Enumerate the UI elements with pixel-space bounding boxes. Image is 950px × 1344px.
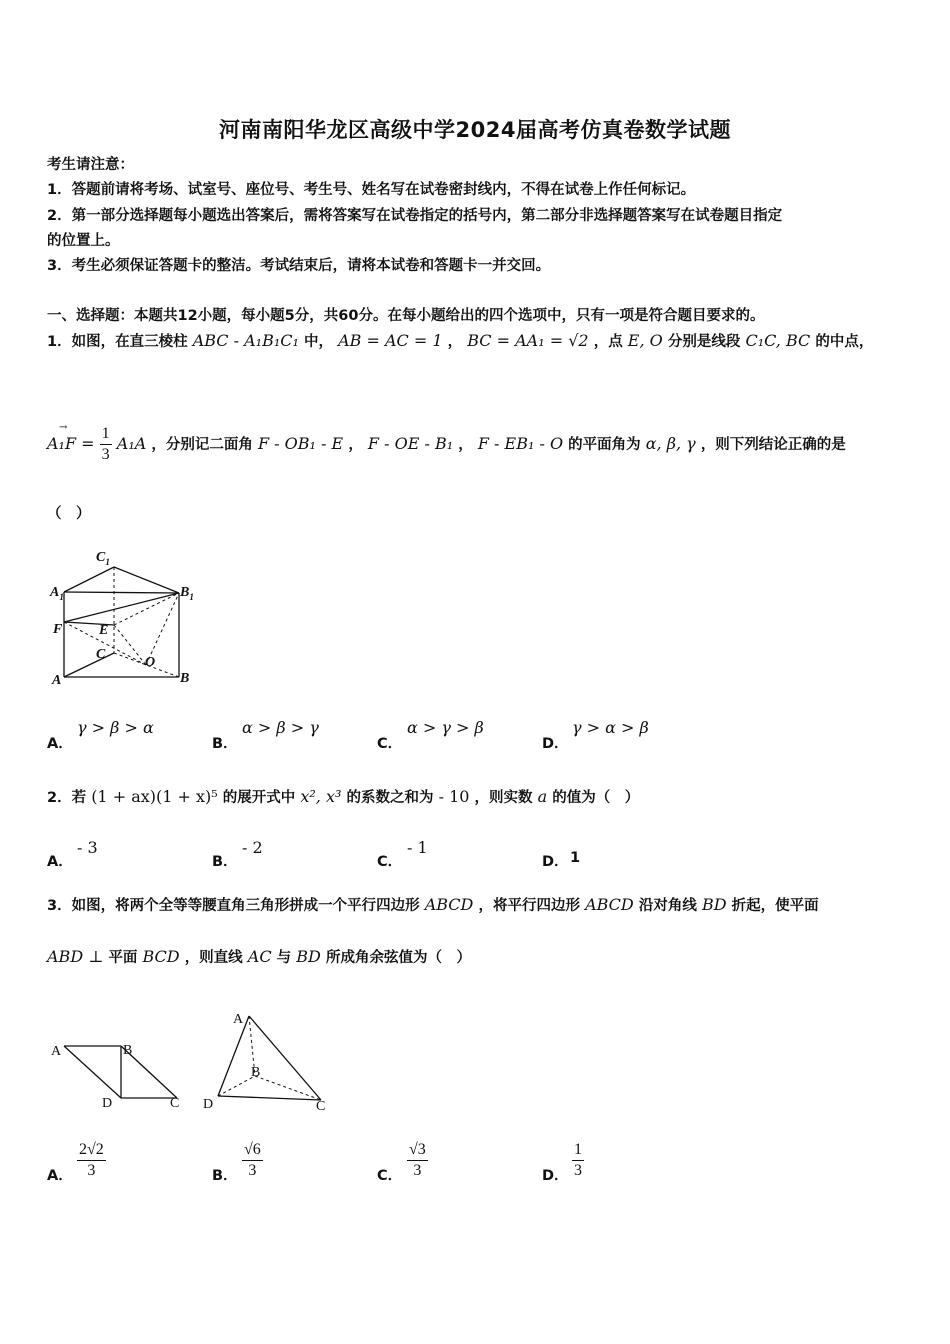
fraction-denominator: 3 xyxy=(574,1162,582,1179)
option-value: - 3 xyxy=(77,838,98,857)
option-value: α > β > γ xyxy=(242,718,319,737)
option-value: 1 xyxy=(570,850,581,866)
option-fraction xyxy=(77,1140,106,1181)
q2-option-b[interactable] xyxy=(212,838,372,868)
q1-vector-rhs: A₁A xyxy=(116,434,147,453)
q1-prism: ABC - A₁B₁C₁ xyxy=(192,331,299,350)
option-value: - 2 xyxy=(242,838,263,857)
q1-dihedral-3: F - EB₁ - O xyxy=(477,434,564,453)
q2-text: 的系数之和为 xyxy=(346,790,434,806)
notice-item: 2．第一部分选择题每小题选出答案后，需将答案写在试卷指定的括号内，第二部分非选择题答案写在试卷题目指定 xyxy=(47,208,783,224)
label-c1: $C_1$ xyxy=(96,550,110,567)
option-label: B． xyxy=(212,1168,238,1184)
segment-fb1 xyxy=(64,593,179,622)
fraction-numerator: √3 xyxy=(407,1140,428,1161)
q3-parallelogram: ABCD xyxy=(424,895,474,914)
q1-text: ， xyxy=(348,437,363,453)
q1-bc-aa1: BC = AA₁ = √2 xyxy=(467,331,589,350)
label-a: A xyxy=(233,1012,244,1027)
label-d: D xyxy=(203,1097,214,1112)
q1-option-d[interactable] xyxy=(542,718,702,750)
tetrahedron-figure xyxy=(198,1008,338,1118)
label-c: C xyxy=(170,1096,180,1111)
answer-paren: （ ） xyxy=(47,506,91,522)
q3-text: 与 xyxy=(276,950,292,966)
option-label: B． xyxy=(212,736,238,752)
q1-points: E, O xyxy=(627,331,663,350)
q2-text: 的展开式中 xyxy=(222,790,296,806)
q1-option-c[interactable] xyxy=(377,718,537,750)
q1-fraction xyxy=(100,424,112,465)
q1-option-a[interactable] xyxy=(47,718,207,750)
notice-item: 3．考生必须保证答题卡的整洁。考试结束后，请将本试卷和答题卡一并交回。 xyxy=(47,258,551,274)
option-label: D． xyxy=(542,854,569,870)
q3-text: ，则直线 xyxy=(184,950,243,966)
q2-text: 的值为（ ） xyxy=(552,790,640,806)
option-value: γ > β > α xyxy=(77,718,154,737)
notice-heading: 考生请注意： xyxy=(47,157,134,173)
q3-text: 平面 xyxy=(108,950,138,966)
q2-text: ，则实数 xyxy=(474,790,533,806)
q3-option-b[interactable] xyxy=(212,1140,372,1190)
q3-text: 沿对角线 xyxy=(638,898,697,914)
q3-text: 3．如图，将两个全等等腰直角三角形拼成一个平行四边形 xyxy=(47,898,420,914)
label-b: B xyxy=(251,1065,261,1080)
q2-option-a[interactable] xyxy=(47,838,207,868)
option-fraction xyxy=(407,1140,428,1181)
label-o: O xyxy=(145,655,156,670)
label-c: C xyxy=(96,647,106,662)
section-heading: 一、选择题：本题共12小题，每小题5分，共60分。在每小题给出的四个选项中，只有一项是符合题目要求的。 xyxy=(47,308,765,324)
label-a: A xyxy=(51,1044,62,1059)
q1-option-b[interactable] xyxy=(212,718,372,750)
q2-text: 2．若 xyxy=(47,790,87,806)
option-value: - 1 xyxy=(407,838,428,857)
q1-text: 中， xyxy=(304,334,334,350)
q3-plane-bcd: BCD xyxy=(142,947,180,966)
question-1-line-1 xyxy=(47,330,873,351)
option-label: A． xyxy=(47,854,73,870)
page-title: 河南南阳华龙区高级中学2024届高考仿真卷数学试题 xyxy=(219,118,731,142)
q3-line-ac: AC xyxy=(247,947,272,966)
q3-option-d[interactable] xyxy=(542,1140,702,1190)
fraction-denominator: 3 xyxy=(413,1162,422,1179)
option-label: D． xyxy=(542,736,569,752)
q1-dihedral-1: F - OB₁ - E xyxy=(257,434,344,453)
q1-segments: C₁C, BC xyxy=(745,331,811,350)
option-label: B． xyxy=(212,854,238,870)
option-fraction xyxy=(242,1140,263,1181)
q1-text: ，分别记二面角 xyxy=(151,437,253,453)
fraction-denominator: 3 xyxy=(87,1162,96,1179)
q2-sum: - 10 xyxy=(438,787,470,806)
q3-plane-abd: ABD ⊥ xyxy=(47,947,104,966)
parallelogram-figure xyxy=(44,1035,194,1115)
fraction-denominator: 3 xyxy=(101,446,110,463)
label-b: B xyxy=(123,1043,133,1058)
question-3-line-2 xyxy=(47,946,471,967)
option-fraction xyxy=(572,1140,584,1181)
vector-arrow-icon: → xyxy=(59,422,68,433)
fraction-numerator: √6 xyxy=(242,1140,263,1161)
q1-ab-ac: AB = AC = 1 xyxy=(338,331,443,350)
option-label: A． xyxy=(47,1168,73,1184)
question-2 xyxy=(47,786,639,807)
notice-item: 的位置上。 xyxy=(47,233,120,249)
label-a1: $A_1$ xyxy=(50,585,64,602)
option-label: C． xyxy=(377,736,403,752)
segment-eb1-hidden xyxy=(114,593,179,625)
q3-option-a[interactable] xyxy=(47,1140,207,1190)
q2-expression: (1 + ax)(1 + x)⁵ xyxy=(91,787,218,806)
edge-db-hidden xyxy=(218,1076,255,1096)
edge-c1b1 xyxy=(114,567,179,593)
label-c: C xyxy=(316,1099,326,1114)
option-label: A． xyxy=(47,736,73,752)
label-b: B xyxy=(180,671,190,686)
q2-powers: x², x³ xyxy=(300,787,342,806)
q2-option-c[interactable] xyxy=(377,838,537,868)
option-label: C． xyxy=(377,854,403,870)
q1-text: 分别是线段 xyxy=(667,334,741,350)
q1-text: ， xyxy=(458,437,473,453)
q3-option-c[interactable] xyxy=(377,1140,537,1190)
edge-ad xyxy=(64,1046,121,1098)
edge-a1b1 xyxy=(64,592,179,593)
label-b1: $B_1$ xyxy=(180,585,194,602)
q3-text: 所成角余弦值为（ ） xyxy=(325,950,471,966)
edge-dc xyxy=(218,1096,321,1100)
q1-vector-lhs xyxy=(47,422,77,453)
edge-a1c1 xyxy=(64,567,114,592)
question-1-line-2 xyxy=(47,424,846,465)
q2-variable: a xyxy=(537,787,548,806)
q1-dihedral-2: F - OE - B₁ xyxy=(367,434,454,453)
q1-angles: α, β, γ xyxy=(645,434,696,453)
option-label: D． xyxy=(542,1168,569,1184)
fraction-numerator: 1 xyxy=(572,1140,584,1161)
edge-ad xyxy=(218,1016,249,1096)
q2-option-d[interactable] xyxy=(542,838,702,868)
fraction-numerator: 1 xyxy=(100,424,112,445)
label-e: E xyxy=(99,623,109,638)
q1-text: ，点 xyxy=(593,334,623,350)
q1-equals: = xyxy=(81,434,95,453)
q1-text: 的平面角为 xyxy=(568,437,641,453)
edge-ac xyxy=(64,653,114,677)
q1-text: 1．如图，在直三棱柱 xyxy=(47,334,188,350)
q3-text: ，将平行四边形 xyxy=(478,898,580,914)
q1-text: ，则下列结论正确的是 xyxy=(700,437,846,453)
q3-text: 折起，使平面 xyxy=(731,898,819,914)
q1-vector-lhs-text: A₁F xyxy=(47,434,77,453)
label-a: A xyxy=(52,673,62,688)
q1-text: ， xyxy=(447,334,463,350)
question-3-line-1 xyxy=(47,894,819,915)
q3-line-bd: BD xyxy=(296,947,321,966)
option-label: C． xyxy=(377,1168,403,1184)
segment-eo-hidden xyxy=(114,625,146,665)
notice-item: 1．答题前请将考场、试室号、座位号、考生号、姓名写在试卷密封线内，不得在试卷上作任何标记。 xyxy=(47,182,696,198)
q3-diagonal: BD xyxy=(701,895,727,914)
option-value: γ > α > β xyxy=(572,718,649,737)
prism-figure xyxy=(44,545,214,690)
q1-text: 的中点， xyxy=(815,334,874,350)
option-value: α > γ > β xyxy=(407,718,484,737)
fraction-denominator: 3 xyxy=(248,1162,257,1179)
label-f: F xyxy=(53,622,63,637)
fraction-numerator: 2√2 xyxy=(77,1140,106,1161)
label-d: D xyxy=(102,1096,113,1111)
q3-parallelogram: ABCD xyxy=(585,895,634,914)
